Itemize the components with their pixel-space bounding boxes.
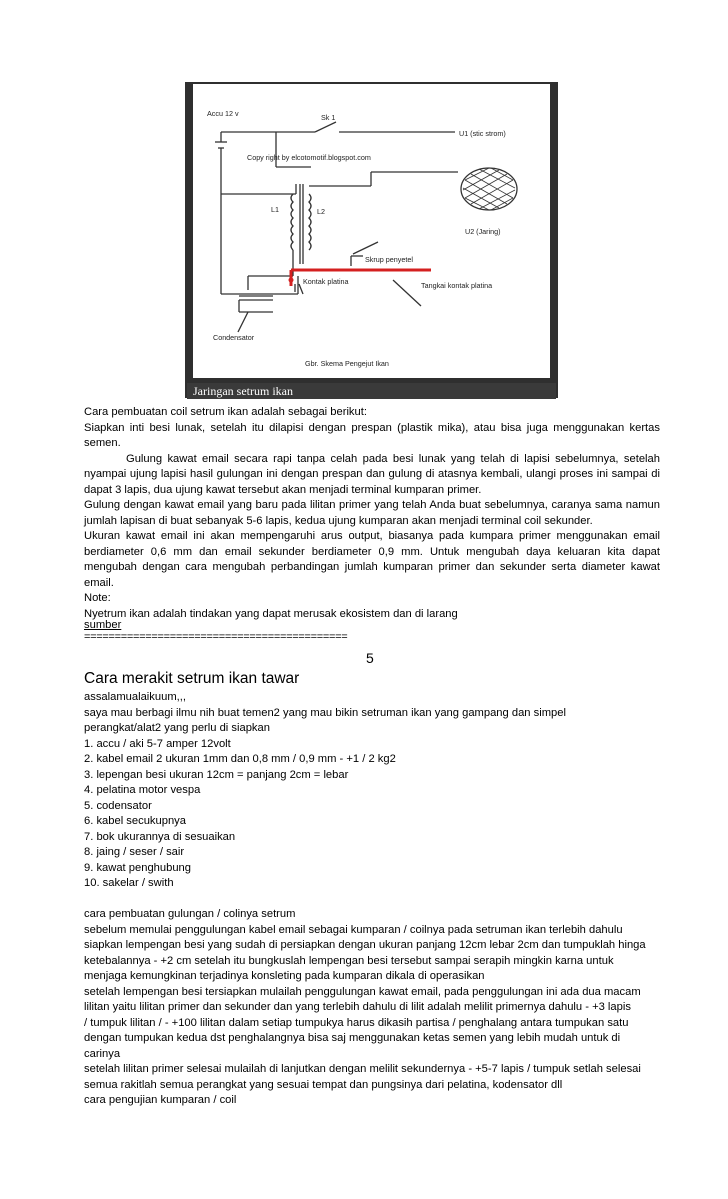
pointer-line: [353, 242, 378, 254]
section-title: Cara merakit setrum ikan tawar: [84, 670, 300, 687]
list-item: 8. jaing / seser / sair: [84, 846, 185, 858]
pointer-line: [393, 280, 421, 306]
separator-line: ===========================================: [84, 631, 348, 643]
label-u1: U1 (stic strom): [459, 129, 506, 138]
label-u2: U2 (Jaring): [465, 227, 501, 236]
paragraph-3: Gulung dengan kawat email yang baru pada lilitan primer yang telah Anda buat sebelumnya, caranya sama namun jumlah lapisan di buat sebanyak 5-6 lapis, kedua ujung kumparan akan menjadi terminal coil sekunder.: [84, 499, 660, 527]
list-item: 6. kabel secukupnya: [84, 815, 186, 827]
net-hatch: [463, 168, 515, 210]
text-line: dengan tumpukan kedua dst penghalangnya bisa saj menggunakan ketas semen yang lebih mudah untuk di: [84, 1032, 621, 1044]
list-item: 5. codensator: [84, 799, 152, 812]
text-line: semua rakitlah semua perangkat yang sesuai tempat dan pungsinya dari pelatina, kodensator dll: [84, 1078, 563, 1091]
text-line: perangkat/alat2 yang perlu di siapkan: [84, 722, 270, 734]
list-item: 7. bok ukurannya di sesuaikan: [84, 830, 236, 843]
note-label: Note:: [84, 592, 111, 604]
switch-sk1-lever: [315, 122, 336, 132]
section2-body: [84, 690, 684, 1109]
list-item: 4. pelatina motor vespa: [84, 784, 201, 796]
list-item: 9. kawat penghubung: [84, 861, 191, 874]
list-item: 3. lepengan besi ukuran 12cm = panjang 2cm = lebar: [84, 768, 349, 781]
page-number: 5: [366, 650, 374, 666]
list-item: 1. accu / aki 5-7 amper 12volt: [84, 737, 231, 750]
text-line: ketebalannya - +2 cm setelah itu bungkuslah lempengan besi tersebut sampai serapih mingkin karna untuk: [84, 954, 614, 967]
circuit-diagram: [193, 84, 550, 378]
text-line: cara pembuatan gulungan / colinya setrum: [84, 908, 296, 920]
circuit-figure: [185, 82, 558, 398]
paragraph-4: Ukuran kawat email ini akan mempengaruhi arus output, biasanya pada kumpara primer menggunakan email berdiameter 0,6 mm dan email sekunder berdiameter 0,9 mm. Untuk mengubah daya keluaran kita dapat mengubah dengan cara mengubah perbandingan jumlah kumparan primer dan sekunder serta diameter kawat email.: [84, 530, 660, 589]
label-sk1: Sk 1: [321, 113, 336, 122]
paragraph-1: Siapkan inti besi lunak, setelah itu dilapisi dengan prespan (plastik mika), atau bisa juga menggunakan kertas semen.: [84, 421, 660, 449]
text-line: / tumpuk lilitan / - +100 lilitan dalam setiap tumpukya harus dikasih partisa / penghalang antara tumpukan satu: [84, 1016, 629, 1029]
text-line: assalamualaikuum,,,: [84, 691, 186, 703]
label-l1: L1: [271, 205, 279, 214]
text-line: setelah lilitan primer selesai mulailah di lanjutkan dengan melilit sekundernya - +5-7 lapis / tumpuk setlah selesai: [84, 1063, 641, 1075]
note-text: Nyetrum ikan adalah tindakan yang dapat merusak ekosistem dan di larang: [84, 607, 458, 620]
pointer-line: [238, 312, 248, 332]
label-kontak-platina: Kontak platina: [303, 277, 349, 286]
coil-l2: [309, 194, 311, 250]
circuit-schematic: [193, 84, 550, 378]
text-line: menjaga kemungkinan terjadinya konsleting pada kumparan dikala di operasikan: [84, 970, 485, 982]
text-line: saya mau berbagi ilmu nih buat temen2 yang mau bikin setruman ikan yang gampang dan simpel: [84, 706, 566, 719]
text-line: cara pengujian kumparan / coil: [84, 1094, 237, 1106]
figure-caption: Jaringan setrum ikan: [187, 383, 556, 399]
list-item: 10. sakelar / swith: [84, 877, 174, 889]
label-figure-title: Gbr. Skema Pengejut Ikan: [305, 359, 389, 368]
label-copyright: Copy right by elcotomotif.blogspot.com: [247, 153, 371, 162]
label-condensator: Condensator: [213, 333, 255, 342]
platina-contact: [289, 278, 294, 283]
text-line: sebelum memulai penggulungan kabel email sebagai kumparan / coilnya pada setruman ikan terlebih dahulu: [84, 923, 623, 936]
text-line: setelah lempengan besi tersiapkan mulailah penggulungan kawat email, pada penggulungan ini ada dua macam: [84, 985, 641, 998]
paragraph-2: Gulung kawat email secara rapi tanpa celah pada besi lunak yang telah di lapisi sebelumnya, setelah nyampai ujung lapisi hasil gulungan ini dengan prespan dan gulung di atasnya kembali, ulangi proses ini sampai di dapat 3 lapis, dua ujung kawat tersebut akan menjadi terminal kumparan primer.: [84, 452, 660, 496]
label-l2: L2: [317, 207, 325, 216]
label-tangkai: Tangkai kontak platina: [421, 281, 493, 290]
coil-l1: [291, 194, 293, 250]
text-line: lilitan yaitu lilitan primer dan sekunder dan yang terlebih dahulu di lilit adalah melilit primernya dahulu - +3 lapis: [84, 1001, 631, 1013]
list-item: 2. kabel email 2 ukuran 1mm dan 0,8 mm / 0,9 mm - +1 / 2 kg2: [84, 753, 396, 765]
intro-line: Cara pembuatan coil setrum ikan adalah sebagai berikut:: [84, 406, 367, 418]
label-accu: Accu 12 v: [207, 109, 239, 118]
text-line: carinya: [84, 1047, 121, 1060]
source-link[interactable]: sumber: [84, 619, 122, 631]
label-skrup: Skrup penyetel: [365, 255, 413, 264]
text-line: siapkan lempengan besi yang sudah di persiapkan dengan ukuran panjang 12cm lebar 2cm dan tumpuklah hinga: [84, 939, 646, 951]
blank-line: [84, 892, 684, 908]
